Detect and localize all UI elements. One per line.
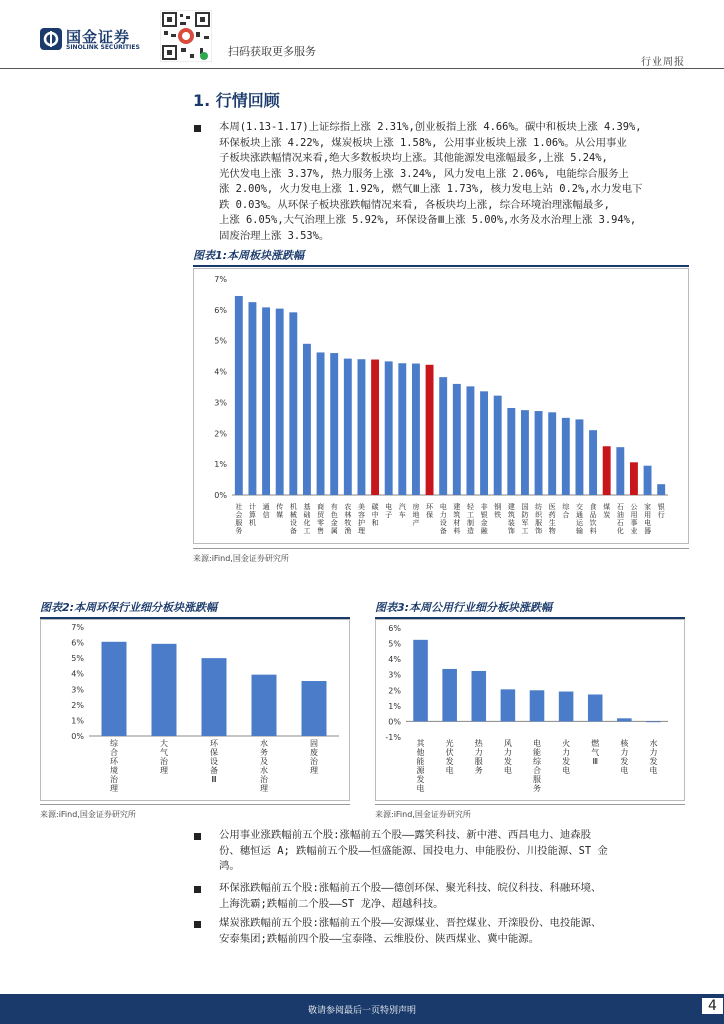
figure2-box xyxy=(40,619,350,801)
bar xyxy=(317,352,325,495)
y-tick-label: 1% xyxy=(71,716,84,726)
bar xyxy=(617,718,632,721)
x-category-label: 综合环境治理 xyxy=(110,739,118,793)
footer-disclaimer: 敬请参阅最后一页特别声明 xyxy=(307,1006,416,1016)
bar xyxy=(413,640,428,722)
bar xyxy=(302,681,327,736)
env-subsector-chart xyxy=(41,620,349,800)
bullet-point xyxy=(194,921,201,928)
x-category-label: 风力发电 xyxy=(503,739,512,775)
bar xyxy=(616,447,624,495)
x-category-label: 纺织服饰 xyxy=(535,503,543,535)
y-tick-label: 7% xyxy=(71,623,84,632)
y-tick-label: 0% xyxy=(214,491,227,500)
x-category-label: 轻工制造 xyxy=(466,503,474,535)
x-category-label: 碳中和 xyxy=(371,503,379,527)
logo-chinese-name: 国金证券 xyxy=(66,28,131,46)
x-category-label: 大气治理 xyxy=(160,739,168,775)
page-number: 4 xyxy=(702,998,723,1014)
y-tick-label: 6% xyxy=(214,305,227,315)
bar xyxy=(202,658,227,736)
bar xyxy=(589,430,597,495)
y-tick-label: 1% xyxy=(214,460,227,470)
bar xyxy=(289,312,297,495)
env-movers-paragraph xyxy=(219,881,601,912)
bar xyxy=(559,692,574,722)
y-tick-label: 7% xyxy=(214,275,227,284)
x-category-label: 汽车 xyxy=(398,503,406,519)
text-line: 上涨 6.05%,大气治理上涨 5.92%, 环保设备Ⅲ上涨 5.00%,水务及水治理上涨 3.94%, xyxy=(219,214,637,226)
figure1-box xyxy=(193,268,689,544)
bar xyxy=(426,365,434,495)
bar xyxy=(262,307,270,495)
text-line: 跌 0.03%。从环保子板块涨跌幅情况来看, 各板块均上涨, 综合环境治理涨幅最多, xyxy=(219,198,610,211)
bar xyxy=(385,361,393,495)
bar xyxy=(303,344,311,495)
x-category-label: 家用电器 xyxy=(644,503,652,535)
bar xyxy=(646,721,661,722)
bar xyxy=(252,675,277,736)
y-tick-label: 2% xyxy=(71,700,84,710)
bar xyxy=(102,642,127,736)
sinolink-logo-icon xyxy=(40,28,62,50)
qr-code-icon[interactable] xyxy=(160,10,212,62)
x-category-label: 有色金属 xyxy=(330,503,338,535)
bar xyxy=(398,363,406,495)
text-line: 环保涨跌幅前五个股:涨幅前五个股——德创环保、聚光科技、皖仪科技、科融环境、 xyxy=(219,882,602,894)
x-category-label: 商贸零售 xyxy=(317,503,325,535)
text-line: 本周(1.13-1.17)上证综指上涨 2.31%,创业板指上涨 4.66%。碳中和板块上涨 4.39%, xyxy=(219,121,642,133)
bar xyxy=(357,359,365,495)
y-tick-label: 4% xyxy=(214,367,227,377)
x-category-label: 电能综合服务 xyxy=(533,739,541,793)
x-category-label: 电子 xyxy=(385,503,393,519)
x-category-label: 水务及水治理 xyxy=(260,739,268,793)
text-line: 环保板块上涨 4.22%, 煤炭板块上涨 1.58%, 公用事业板块上涨 1.06%。从公用事业 xyxy=(219,136,627,149)
x-category-label: 基础化工 xyxy=(303,503,311,535)
bar xyxy=(344,359,352,495)
header-divider xyxy=(0,68,724,69)
y-tick-label: 3% xyxy=(388,670,401,680)
x-category-label: 光伏发电 xyxy=(445,739,454,775)
x-category-label: 固废治理 xyxy=(310,739,318,775)
x-category-label: 国防军工 xyxy=(521,503,529,535)
text-line: 光伏发电上涨 3.37%, 热力服务上涨 3.24%, 风力发电上涨 2.06%, 电能综合服务上 xyxy=(219,167,629,180)
y-tick-label: 5% xyxy=(388,639,401,649)
y-tick-label: 1% xyxy=(388,701,401,711)
x-category-label: 环保设备 Ⅲ xyxy=(210,739,218,784)
bar xyxy=(657,484,665,495)
figure3-title: 图表3:本周公用行业细分板块涨跌幅 xyxy=(375,601,553,614)
x-category-label: 农林牧渔 xyxy=(344,503,352,535)
bar xyxy=(330,353,338,495)
text-line: 固废治理上涨 3.53%。 xyxy=(219,229,330,242)
x-category-label: 石油石化 xyxy=(616,503,624,535)
figure1-source-rule xyxy=(193,548,689,549)
bar xyxy=(575,419,583,495)
x-category-label: 核力发电 xyxy=(620,739,629,775)
bar xyxy=(472,671,487,721)
x-category-label: 计算机 xyxy=(248,503,256,527)
text-line: 涨 2.00%, 火力发电上涨 1.92%, 燃气Ⅲ上涨 1.73%, 核力发电上站 0.2%,水力发电下 xyxy=(219,183,643,195)
bar xyxy=(235,296,243,495)
figure2-title: 图表2:本周环保行业细分板块涨跌幅 xyxy=(40,601,218,614)
text-line: 上海洗霸;跌幅前二个股——ST 龙净、超越科技。 xyxy=(219,897,444,910)
utility-subsector-chart xyxy=(376,620,684,800)
x-category-label: 电力设备 xyxy=(439,503,447,535)
y-tick-label: 6% xyxy=(388,624,401,633)
text-line: 公用事业涨跌幅前五个股:涨幅前五个股——露笑科技、新中港、西昌电力、迪森股 xyxy=(219,829,592,841)
y-tick-label: -1% xyxy=(385,733,401,742)
y-tick-label: 6% xyxy=(71,638,84,648)
text-line: 鸿。 xyxy=(219,860,240,872)
bar xyxy=(630,462,638,495)
x-category-label: 火力发电 xyxy=(562,739,571,775)
y-tick-label: 2% xyxy=(214,429,227,439)
y-tick-label: 0% xyxy=(71,732,84,741)
y-tick-label: 4% xyxy=(388,655,401,665)
y-tick-label: 3% xyxy=(214,398,227,408)
x-category-label: 其他能源发电 xyxy=(416,739,425,793)
logo-english-name: SINOLINK SECURITIES xyxy=(66,44,140,51)
bar xyxy=(453,384,461,495)
x-category-label: 医药生物 xyxy=(548,503,556,535)
figure3-source-rule xyxy=(375,804,685,805)
report-type-label: 行业周报 xyxy=(641,57,685,68)
x-category-label: 机械设备 xyxy=(289,503,297,535)
bar xyxy=(371,360,379,495)
figure1-title-rule xyxy=(193,265,689,267)
x-category-label: 传媒 xyxy=(276,503,284,519)
bar xyxy=(480,391,488,495)
x-category-label: 燃气 Ⅲ xyxy=(591,739,600,766)
bar xyxy=(588,694,603,721)
x-category-label: 美容护理 xyxy=(357,503,365,535)
x-category-label: 通信 xyxy=(262,503,270,519)
qr-caption: 扫码获取更多服务 xyxy=(228,45,316,58)
figure3-box xyxy=(375,619,685,801)
figure1-source: 来源:iFind,国金证券研究所 xyxy=(193,554,289,563)
text-line: 煤炭涨跌幅前五个股:涨幅前五个股——安源煤业、晋控煤业、开滦股份、电投能源、 xyxy=(219,917,602,929)
x-category-label: 银行 xyxy=(657,503,665,519)
bar xyxy=(521,410,529,495)
x-category-label: 房地产 xyxy=(412,503,420,527)
bar xyxy=(548,412,556,495)
utility-movers-paragraph xyxy=(219,828,608,875)
bar xyxy=(530,690,545,721)
figure3-source: 来源:iFind,国金证券研究所 xyxy=(375,810,471,819)
y-tick-label: 2% xyxy=(388,686,401,696)
y-tick-label: 0% xyxy=(388,717,401,727)
figure2-source-rule xyxy=(40,804,350,805)
x-category-label: 建筑装饰 xyxy=(507,503,515,535)
bar xyxy=(501,689,516,721)
coal-movers-paragraph xyxy=(219,916,601,947)
x-category-label: 环保 xyxy=(426,503,434,519)
y-tick-label: 5% xyxy=(71,654,84,664)
bullet-point xyxy=(194,886,201,893)
y-tick-label: 5% xyxy=(214,336,227,346)
y-tick-label: 3% xyxy=(71,685,84,695)
text-line: 子板块涨跌幅情况来看,绝大多数板块均上涨。其他能源发电涨幅最多,上涨 5.24%, xyxy=(219,152,608,164)
bar xyxy=(507,408,515,495)
y-tick-label: 4% xyxy=(71,669,84,679)
bar xyxy=(412,364,420,495)
bar xyxy=(562,418,570,495)
bar xyxy=(494,396,502,495)
figure1-title: 图表1:本周板块涨跌幅 xyxy=(193,249,305,262)
bullet-point xyxy=(194,125,201,132)
x-category-label: 交通运输 xyxy=(575,503,583,535)
bar xyxy=(152,644,177,736)
sector-change-chart xyxy=(194,269,688,543)
bar xyxy=(439,377,447,495)
x-category-label: 热力服务 xyxy=(474,739,483,775)
x-category-label: 公用事业 xyxy=(630,503,638,535)
text-line: 安泰集团;跌幅前四个股——宝泰隆、云维股份、陕西煤业、冀中能源。 xyxy=(219,932,540,945)
x-category-label: 建筑材料 xyxy=(453,503,461,535)
x-category-label: 食品饮料 xyxy=(589,503,597,535)
summary-paragraph xyxy=(219,120,642,244)
bar xyxy=(644,466,652,495)
bar xyxy=(603,446,611,495)
bar xyxy=(535,411,543,495)
x-category-label: 综合 xyxy=(562,503,570,519)
x-category-label: 煤炭 xyxy=(603,503,611,519)
bar xyxy=(466,386,474,495)
section-title: 1. 行情回顾 xyxy=(193,91,280,110)
bar xyxy=(442,669,457,721)
bar xyxy=(276,309,284,495)
figure2-source: 来源:iFind,国金证券研究所 xyxy=(40,810,136,819)
text-line: 份、穗恒运 A; 跌幅前五个股——恒盛能源、国投电力、申能股份、川投能源、ST 金 xyxy=(219,844,608,857)
bullet-point xyxy=(194,833,201,840)
x-category-label: 社会服务 xyxy=(235,503,243,535)
x-category-label: 钢铁 xyxy=(494,503,502,519)
bar xyxy=(248,302,256,495)
x-category-label: 水力发电 xyxy=(649,739,658,775)
x-category-label: 非银金融 xyxy=(480,503,488,535)
